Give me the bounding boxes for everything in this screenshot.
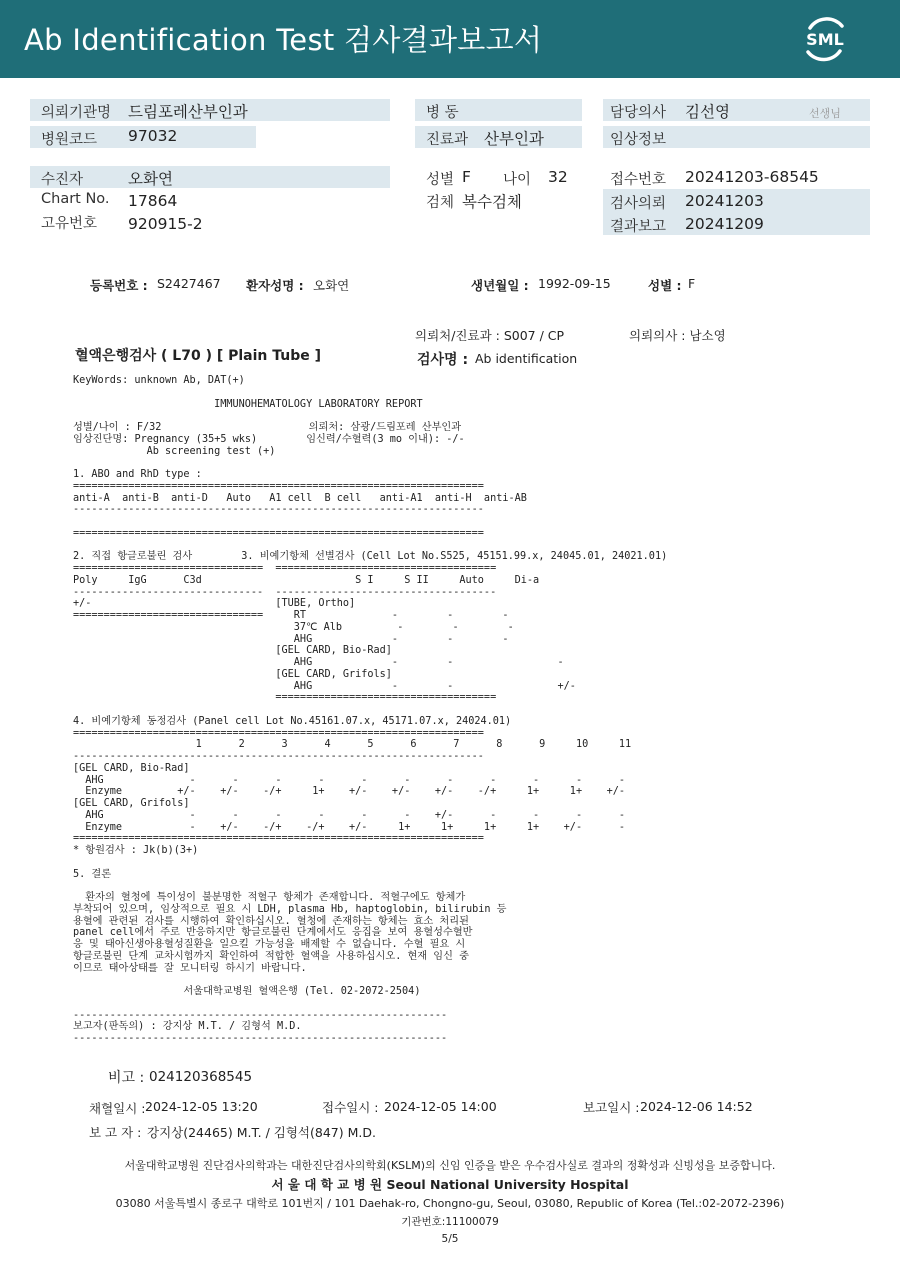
report-line: 환자의 혈청에 특이성이 불분명한 적혈구 항체가 존재합니다. 적혈구에도 항체가 <box>73 892 466 903</box>
report-line: Poly IgG C3d S I S II Auto Di-a <box>73 574 540 586</box>
hospital-address: 03080 서울특별시 종로구 대학로 101번지 / 101 Daehak-ro, Chongno-gu, Seoul, 03080, Republic of Korea (Tel.:02-2072-2396) <box>115 1197 785 1210</box>
report-line: KeyWords: unknown Ab, DAT(+) <box>73 375 245 386</box>
report-line <box>73 387 667 399</box>
report-line <box>73 540 667 552</box>
report-line: ------------------------------------------------------------------- <box>73 504 484 516</box>
req-doctor: 의뢰의사 : 남소영 <box>629 328 726 343</box>
req-dept: 의뢰처/진료과 : S007 / CP <box>415 328 565 343</box>
reg-label: 등록번호 : <box>90 278 148 293</box>
dept-label: 진료과 <box>426 132 469 148</box>
report-line: 2. 직접 항글로불린 검사 3. 비예기항체 선별검사 (Cell Lot No.S525, 45151.99.x, 24045.01, 24021.01) <box>73 551 668 563</box>
report-line: =============================== ==================================== <box>73 563 497 574</box>
report-line: 성별/나이 : F/32 의뢰처: 삼광/드림포레 산부인과 <box>73 422 462 433</box>
certification-text: 서울대학교병원 진단검사의학과는 대한진단검사의학회(KSLM)의 신임 인증을 받은 우수검사실로 결과의 정확성과 신빙성을 보증합니다. <box>124 1159 776 1172</box>
report-title: Ab Identification Test 검사결과보고서 <box>24 23 543 57</box>
report-line: 항글로불린 단계 교차시험까지 확인하여 적합한 혈액을 사용하십시오. 현재 임신 중 <box>73 950 469 962</box>
header-bar <box>0 0 900 78</box>
report-line: Enzyme +/- +/- -/+ 1+ +/- +/- +/- -/+ 1+ 1+ +/- <box>73 786 626 798</box>
remark-label: 비고 : <box>108 1070 145 1086</box>
hospital-name: 서 울 대 학 교 병 원 Seoul National University Hospital <box>271 1177 629 1192</box>
report-label: 보고일시 : <box>583 1100 640 1115</box>
chart-value: 17864 <box>128 192 178 210</box>
ward-label: 병 동 <box>426 105 459 121</box>
sex-line-label: 성별 : <box>648 278 682 293</box>
report-line: 용혈에 관련된 검사를 시행하여 확인하십시오. 혈청에 존재하는 항체는 효소 처리된 <box>73 915 469 927</box>
receive-label: 접수일시 : <box>322 1100 379 1115</box>
result-value: 20241209 <box>685 215 764 233</box>
report-line: * 항원검사 : Jk(b)(3+) <box>73 845 199 856</box>
test-name-value: Ab identification <box>475 351 578 366</box>
request-label: 검사의뢰 <box>610 196 667 212</box>
collect-label: 채혈일시 : <box>89 1101 146 1116</box>
report-line: 응 및 태아신생아용혈성질환을 일으킬 가능성을 배제할 수 없습니다. 수혈 필요 시 <box>73 939 466 950</box>
report-line <box>73 516 667 528</box>
report-line: 37℃ Alb - - - <box>73 621 514 633</box>
report-line: =================================================================== <box>73 527 484 539</box>
request-value: 20241203 <box>685 192 764 210</box>
report-line: [GEL CARD, Bio-Rad] <box>73 762 190 774</box>
institution-label: 의뢰기관명 <box>41 105 112 121</box>
report-line: AHG - - - <box>73 633 509 645</box>
name-value: 오화연 <box>313 278 350 293</box>
sex-label: 성별 <box>426 172 455 188</box>
patient-value: 오화연 <box>128 170 173 188</box>
report-line: ------------------------------------------------------------- <box>73 1009 448 1021</box>
report-line: =================================================================== <box>73 727 484 739</box>
age-value: 32 <box>548 168 568 186</box>
hospital-code-value: 97032 <box>128 127 178 145</box>
report-line: =================================================================== <box>73 833 484 845</box>
report-line: IMMUNOHEMATOLOGY LABORATORY REPORT <box>73 398 423 410</box>
institution-value: 드림포레산부인과 <box>128 103 248 121</box>
report-line <box>73 704 667 716</box>
doctor-suffix: 선생님 <box>809 107 841 120</box>
report-value: 2024-12-06 14:52 <box>640 1099 753 1114</box>
report-line: AHG - - - - - - +/- - - - - <box>73 809 626 821</box>
reg-value: S2427467 <box>157 276 221 291</box>
report-line: 부착되어 있으며, 임상적으로 필요 시 LDH, plasma Hb, haptoglobin, bilirubin 등 <box>73 903 507 915</box>
test-title: 혈액은행검사 ( L70 ) [ Plain Tube ] <box>75 348 322 364</box>
birth-value: 1992-09-15 <box>538 276 611 291</box>
lab-report-body <box>73 375 667 1045</box>
patient-label: 수진자 <box>41 172 84 188</box>
doctor-value: 김선영 <box>685 103 730 121</box>
report-line: ==================================== <box>73 692 497 704</box>
report-line: ------------------------------- ------------------------------------ <box>73 586 497 598</box>
report-line: [GEL CARD, Bio-Rad] <box>73 645 392 657</box>
reporter-value: 강지상(24465) M.T. / 김형석(847) M.D. <box>147 1125 376 1140</box>
receive-value: 2024-12-05 14:00 <box>384 1099 497 1114</box>
report-line: Enzyme - +/- -/+ -/+ +/- 1+ 1+ 1+ 1+ +/- - <box>73 821 626 833</box>
report-line: [GEL CARD, Grifols] <box>73 668 392 680</box>
report-line: +/- [TUBE, Ortho] <box>73 598 356 610</box>
unique-label: 고유번호 <box>41 216 98 232</box>
report-line: =============================== RT - - - <box>73 610 509 621</box>
receipt-label: 접수번호 <box>610 172 667 188</box>
report-line: 임상진단명: Pregnancy (35+5 wks) 임신력/수혈력(3 mo 이내): -/- <box>73 433 465 445</box>
hospital-code-label: 병원코드 <box>41 132 98 148</box>
test-name-label: 검사명 : <box>417 352 469 368</box>
report-line: AHG - - +/- <box>73 680 576 692</box>
unique-value: 920915-2 <box>128 215 203 233</box>
report-line: AHG - - - - - - - - - - - <box>73 774 626 786</box>
page-number: 5/5 <box>441 1233 459 1245</box>
report-line <box>73 857 667 869</box>
specimen-value: 복수검체 <box>462 193 522 211</box>
report-line: 이므로 태아상태를 잘 모니터링 하시기 바랍니다. <box>73 962 307 974</box>
report-line: 1 2 3 4 5 6 7 8 9 10 11 <box>73 739 632 751</box>
report-line: 5. 결론 <box>73 868 112 880</box>
receipt-value: 20241203-68545 <box>685 168 819 186</box>
report-line: 4. 비예기항체 동정검사 (Panel cell Lot No.45161.07.x, 45171.07.x, 24024.01) <box>73 715 512 727</box>
chart-label: Chart No. <box>41 191 110 207</box>
logo-text: SML <box>806 30 844 49</box>
report-line: panel cell에서 주로 반응하지만 항글로불린 단계에서도 응집을 보여 용혈성수혈반 <box>73 927 473 939</box>
report-line: Ab screening test (+) <box>73 445 276 457</box>
report-line <box>73 880 667 892</box>
collect-value: 2024-12-05 13:20 <box>145 1099 258 1114</box>
report-line <box>73 457 667 469</box>
sex-value: F <box>462 168 471 186</box>
sex-line-value: F <box>688 276 696 291</box>
patient-box <box>30 166 390 188</box>
result-label: 결과보고 <box>610 219 667 235</box>
remark-value: 024120368545 <box>149 1069 253 1085</box>
reporter-label: 보 고 자 : <box>89 1125 142 1140</box>
report-line: 서울대학교병원 혈액은행 (Tel. 02-2072-2504) <box>73 986 421 997</box>
report-line <box>73 410 667 422</box>
dept-value: 산부인과 <box>484 130 544 148</box>
birth-label: 생년월일 : <box>471 278 529 293</box>
org-code: 기관번호:11100079 <box>401 1216 499 1228</box>
report-line: ------------------------------------------------------------- <box>73 1033 448 1044</box>
age-label: 나이 <box>503 172 532 188</box>
report-line <box>73 974 667 986</box>
name-label: 환자성명 : <box>246 278 304 293</box>
clinical-label: 임상정보 <box>610 132 667 148</box>
report-line: [GEL CARD, Grifols] <box>73 798 190 809</box>
report-line: 1. ABO and RhD type : <box>73 469 202 480</box>
report-line: AHG - - - <box>73 657 564 668</box>
report-line: 보고자(판독의) : 강지상 M.T. / 김형석 M.D. <box>73 1021 302 1033</box>
report-line: =================================================================== <box>73 480 484 492</box>
sml-logo-icon <box>798 14 852 64</box>
report-line: anti-A anti-B anti-D Auto A1 cell B cell anti-A1 anti-H anti-AB <box>73 492 527 504</box>
report-line <box>73 998 667 1010</box>
report-line: ------------------------------------------------------------------- <box>73 751 484 762</box>
specimen-label: 검체 <box>426 195 455 211</box>
doctor-label: 담당의사 <box>610 105 667 121</box>
